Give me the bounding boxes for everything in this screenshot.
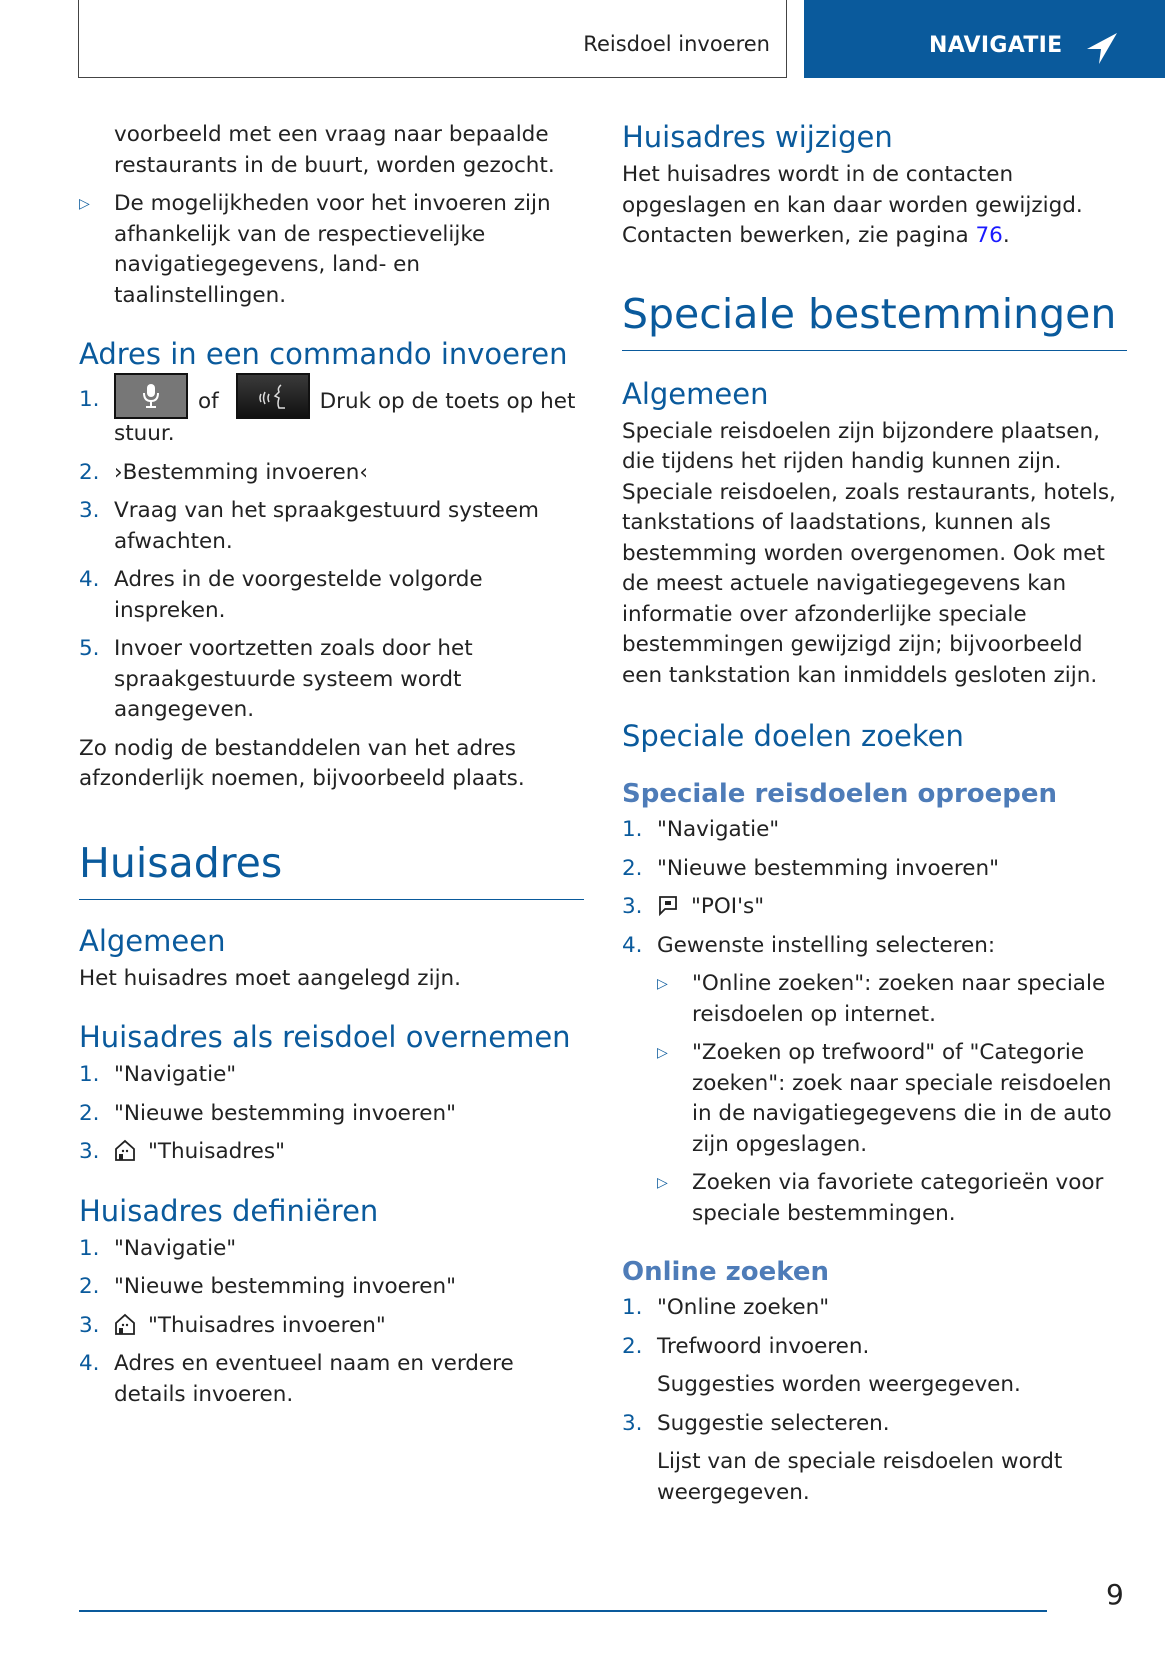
home-icon xyxy=(114,1313,136,1335)
running-header-box xyxy=(78,0,787,78)
section-heading: Adres in een commando invoeren xyxy=(79,337,568,371)
list-item: 4. Adres en eventueel naam en verdere details invoeren. xyxy=(79,1351,514,1407)
section-heading: Huisadres definiëren xyxy=(79,1193,379,1228)
section-heading: Huisadres wijzigen xyxy=(622,120,893,154)
section-title: Reisdoel invoeren xyxy=(583,32,770,56)
list-item: 4. Gewenste instelling selecteren: xyxy=(622,932,996,958)
list-item: 3. Vraag van het spraakgestuurd systeem afwachten. xyxy=(79,498,540,554)
list-item: 3. Suggestie selecteren. xyxy=(622,1410,890,1436)
section-heading: Algemeen xyxy=(622,376,769,411)
list-item: 3. "Thuisadres invoeren" xyxy=(79,1312,386,1338)
left-column xyxy=(79,120,584,1418)
section-heading: Huisadres als reisdoel overnemen xyxy=(79,1020,571,1054)
page-number: 9 xyxy=(1106,1578,1124,1611)
list-item: 3. "Thuisadres" xyxy=(79,1139,285,1164)
section-heading: Algemeen xyxy=(79,923,226,958)
microphone-button-icon xyxy=(114,373,188,419)
bullet-item: ▷ "Zoeken op trefwoord" of "Categorie zoeken": zoek naar speciale reisdoelen in de navigatiegegevens die in de auto zijn opgeslagen. xyxy=(657,1038,1127,1160)
list-item: 1. "Navigatie" xyxy=(79,1062,237,1087)
step-result: Suggesties worden weergegeven. xyxy=(657,1372,1021,1397)
body-text: Het huisadres wordt in de contacten opgeslagen en kan daar worden gewijzigd. Contacten bewerken, zie pagina 76. xyxy=(622,162,1083,248)
option-list xyxy=(622,969,1127,1229)
body-text: Het huisadres moet aangelegd zijn. xyxy=(79,965,462,991)
voice-command-button-icon xyxy=(236,373,310,419)
list-item: 2. ›Bestemming invoeren‹ xyxy=(79,459,368,485)
list-item: 1. "Navigatie" xyxy=(622,817,780,842)
body-text: Speciale reisdoelen zijn bijzondere plaatsen, die tijdens het rijden handig kunnen zijn. Speciale reisdoelen, zoals restaurants, hotels, tankstations of laadstations, kunnen als bestemming worden overgenomen. Ook met de meest actuele navigatiegegevens kan informatie over afzonderlijke speciale bestemmingen gewijzigd zijn; bijvoorbeeld een tankstation kan inmiddels gesloten zijn. xyxy=(622,418,1116,688)
triangle-bullet-icon: ▷ xyxy=(79,196,90,212)
footer-rule xyxy=(79,1610,1047,1612)
bullet-item: ▷ "Online zoeken": zoeken naar speciale reisdoelen op internet. xyxy=(657,969,1127,1030)
list-item: 5. Invoer voortzetten zoals door het spraakgestuurde systeem wordt aangegeven. xyxy=(79,636,473,722)
chapter-heading: Speciale bestemmingen xyxy=(622,290,1127,351)
triangle-bullet-icon: ▷ xyxy=(657,976,668,992)
list-item: 2. Trefwoord invoeren. xyxy=(622,1333,870,1359)
intro-continuation: voorbeeld met een vraag naar bepaalde restaurants in de buurt, worden gezocht. xyxy=(114,122,555,178)
subsection-heading: Speciale reisdoelen oproepen xyxy=(622,779,1058,809)
right-column xyxy=(622,120,1127,1516)
poi-speech-bubble-icon xyxy=(657,894,679,916)
list-item: 2. "Nieuwe bestemming invoeren" xyxy=(79,1274,456,1299)
list-item: 1. of Druk op de toets op het stuur. xyxy=(79,385,584,450)
chapter-tab-label: NAVIGATIE xyxy=(929,33,1063,58)
list-item: 3. "POI's" xyxy=(622,894,765,919)
triangle-bullet-icon: ▷ xyxy=(657,1175,668,1191)
subsection-heading: Online zoeken xyxy=(622,1257,829,1287)
home-icon xyxy=(114,1139,136,1161)
note-text: Zo nodig de bestanddelen van het adres afzonderlijk noemen, bijvoorbeeld plaats. xyxy=(79,735,525,791)
list-item: 4. Adres in de voorgestelde volgorde inspreken. xyxy=(79,567,483,623)
triangle-bullet-icon: ▷ xyxy=(657,1045,668,1061)
list-item: 1. "Navigatie" xyxy=(79,1235,237,1261)
page-reference-link[interactable]: 76 xyxy=(975,223,1003,248)
list-item: 1. "Online zoeken" xyxy=(622,1295,830,1320)
chapter-tab xyxy=(804,0,1165,78)
section-heading: Speciale doelen zoeken xyxy=(622,719,964,753)
list-item: 2. "Nieuwe bestemming invoeren" xyxy=(79,1100,456,1126)
bullet-item: ▷ Zoeken via favoriete categorieën voor speciale bestemmingen. xyxy=(657,1168,1127,1229)
chapter-heading: Huisadres xyxy=(79,839,584,900)
step-result: Lijst van de speciale reisdoelen wordt weergegeven. xyxy=(657,1449,1063,1505)
navigation-arrow-icon xyxy=(1084,30,1120,66)
bullet-item: ▷ De mogelijkheden voor het invoeren zijn afhankelijk van de respectievelijke navigatiegegevens, land- en taalinstellingen. xyxy=(79,189,584,311)
list-item: 2. "Nieuwe bestemming invoeren" xyxy=(622,855,999,881)
